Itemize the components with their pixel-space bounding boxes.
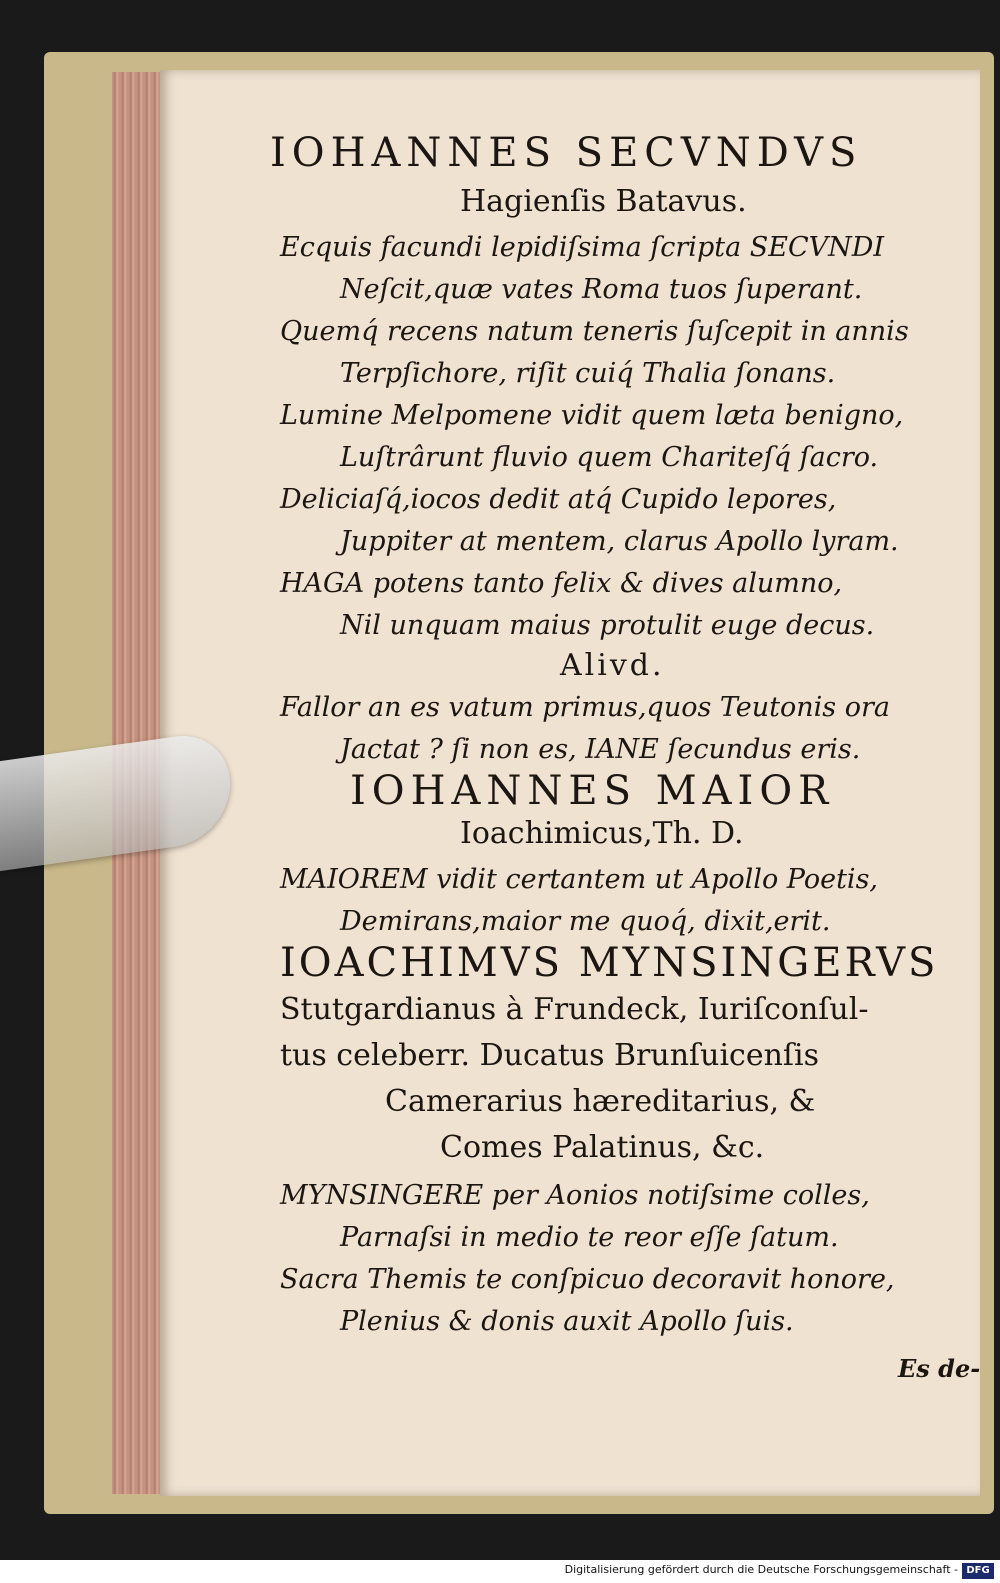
subheading-stutgardianus: Stutgardianus à Frundeck, Iuriſconſul-: [280, 992, 869, 1027]
verse-line: Terpſichore, riſit cuiq́ Thalia ſonans.: [340, 358, 836, 389]
footer-credit: Digitalisierung gefördert durch die Deutsche Forschungsgemeinschaft -: [564, 1563, 958, 1576]
subheading-celeberr: tus celeberr. Ducatus Brunſuicenſis: [280, 1038, 820, 1073]
subheading-hagiensis: Hagienſis Batavus.: [460, 184, 747, 219]
verse-line: Quemq́ recens natum teneris ſuſcepit in annis: [280, 316, 909, 347]
verse-line: Ecquis facundi lepidiſsima ſcripta SECVNDI: [280, 232, 885, 263]
verse-line: Deliciaſq́,iocos dedit atq́ Cupido lepores,: [280, 484, 837, 515]
subheading-camerarius: Camerarius hæreditarius, &: [385, 1084, 816, 1119]
verse-line: MYNSINGERE per Aonios notiſsime colles,: [280, 1180, 870, 1211]
verse-line: HAGA potens tanto felix & dives alumno,: [280, 568, 843, 599]
verse-line: Demirans,maior me quoq́, dixit,erit.: [340, 906, 831, 937]
verse-line: Juppiter at mentem, clarus Apollo lyram.: [340, 526, 899, 557]
verse-line: Plenius & donis auxit Apollo ſuis.: [340, 1306, 794, 1337]
heading-aliud: Alivd.: [560, 648, 665, 683]
catchword: Es de-: [898, 1354, 981, 1383]
verse-line: MAIOREM vidit certantem ut Apollo Poetis,: [280, 864, 879, 895]
verse-line: Parnaſsi in medio te reor eſſe ſatum.: [340, 1222, 839, 1253]
subheading-comes: Comes Palatinus, &c.: [440, 1130, 765, 1165]
heading-maior: IOHANNES MAIOR: [350, 768, 835, 814]
verse-line: Lumine Melpomene vidit quem læta benigno,: [280, 400, 904, 431]
subheading-ioachimicus: Ioachimicus,Th. D.: [460, 816, 744, 851]
verse-line: Nil unquam maius protulit euge decus.: [340, 610, 875, 641]
verse-line: Fallor an es vatum primus,quos Teutonis ora: [280, 692, 891, 723]
verse-line: Neſcit,quæ vates Roma tuos ſuperant.: [340, 274, 863, 305]
heading-mynsingerus: IOACHIMVS MYNSINGERVS: [280, 940, 939, 986]
verse-line: Jactat ? ſi non es, IANE ſecundus eris.: [340, 734, 861, 765]
footer-bar: [0, 1560, 1000, 1583]
dfg-logo-icon: DFG: [962, 1563, 994, 1579]
heading-secundus: IOHANNES SECVNDVS: [270, 130, 863, 176]
verse-line: Luſtrârunt fluvio quem Chariteſq́ ſacro.: [340, 442, 879, 473]
verse-line: Sacra Themis te conſpicuo decoravit honore,: [280, 1264, 895, 1295]
